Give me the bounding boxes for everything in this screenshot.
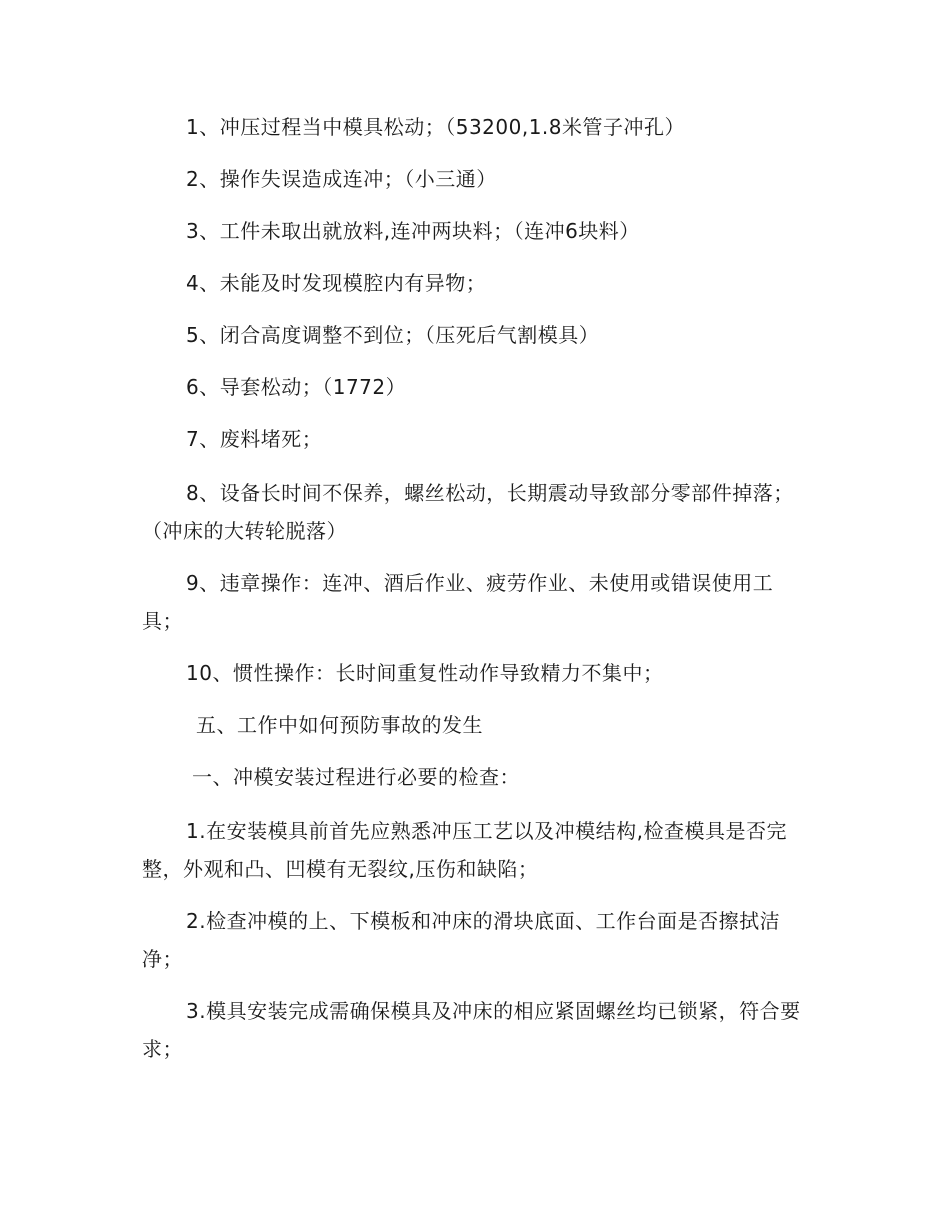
paragraph-item-7: 7、废料堵死； bbox=[186, 427, 323, 451]
check-item-1: 1.在安装模具前首先应熟悉冲压工艺以及冲模结构,检查模具是否完整，外观和凸、凹模有无裂纹,压伤和缺陷； bbox=[142, 819, 787, 881]
check-item-2: 2.检查冲模的上、下模板和冲床的滑块底面、工作台面是否擦拭洁净； bbox=[142, 909, 781, 971]
paragraph-item-1: 1、冲压过程当中模具松动；（53200,1.8米管子冲孔） bbox=[186, 115, 686, 139]
paragraph-item-9: 9、违章操作：连冲、酒后作业、疲劳作业、未使用或错误使用工具； bbox=[142, 571, 774, 633]
paragraph-item-3: 3、工件未取出就放料,连冲两块料；（连冲6块料） bbox=[186, 219, 640, 243]
section-heading: 五、工作中如何预防事故的发生 bbox=[196, 713, 483, 737]
subsection-heading: 一、冲模安装过程进行必要的检查： bbox=[192, 765, 520, 789]
paragraph-item-8: 8、设备长时间不保养，螺丝松动，长期震动导致部分零部件掉落；（冲床的大转轮脱落） bbox=[142, 481, 794, 543]
paragraph-item-4: 4、未能及时发现模腔内有异物； bbox=[186, 271, 487, 295]
check-item-3: 3.模具安装完成需确保模具及冲床的相应紧固螺丝均已锁紧，符合要求； bbox=[142, 999, 801, 1061]
paragraph-item-10: 10、惯性操作：长时间重复性动作导致精力不集中； bbox=[186, 661, 664, 685]
paragraph-item-2: 2、操作失误造成连冲；（小三通） bbox=[186, 167, 497, 191]
paragraph-item-6: 6、导套松动；（1772） bbox=[186, 375, 407, 399]
paragraph-item-5: 5、闭合高度调整不到位；（压死后气割模具） bbox=[186, 323, 600, 347]
